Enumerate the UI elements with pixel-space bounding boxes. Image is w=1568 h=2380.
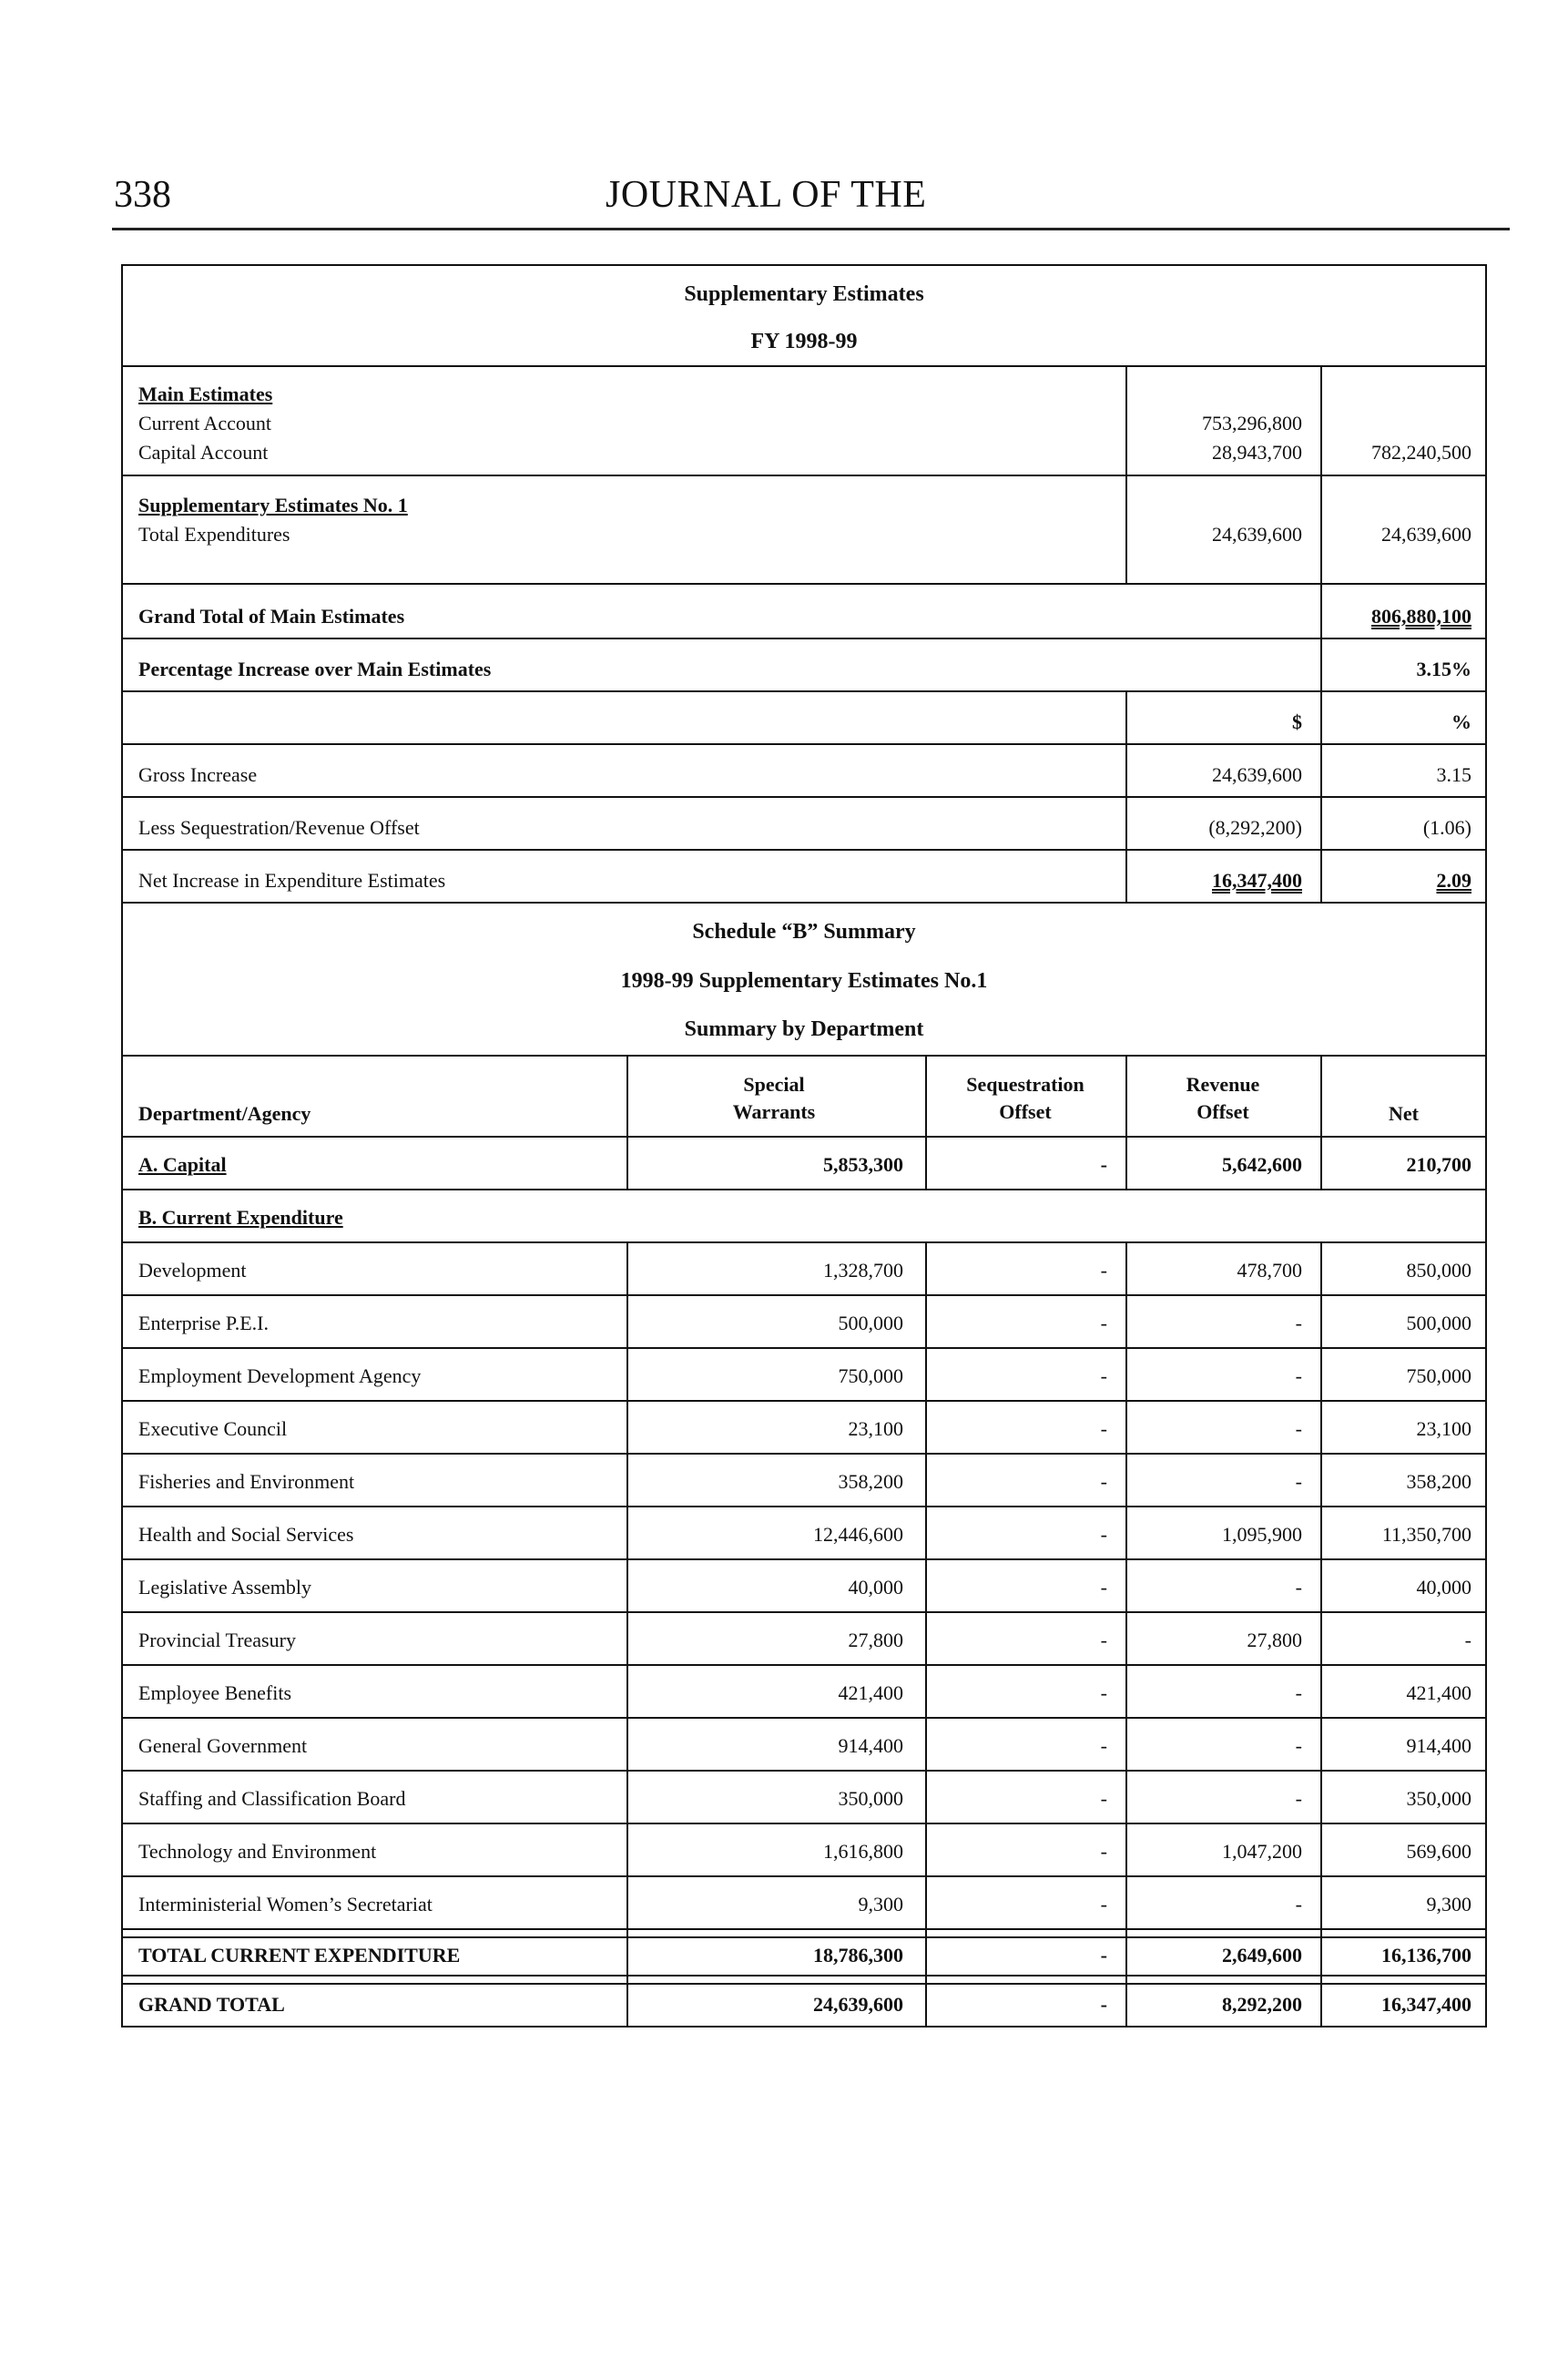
schedule-subtitle: 1998-99 Supplementary Estimates No.1 <box>620 969 988 993</box>
total-current-label: TOTAL CURRENT EXPENDITURE <box>138 1944 461 1966</box>
capital-revenue: 5,642,600 <box>1222 1153 1302 1176</box>
row-warrants: 1,616,800 <box>823 1840 903 1863</box>
percentage-increase-label: Percentage Increase over Main Estimates <box>138 658 492 680</box>
row-sequestration: - <box>1100 1893 1107 1915</box>
capital-label: A. Capital <box>138 1153 227 1176</box>
revenue-header-line2: Offset <box>1196 1100 1249 1123</box>
main-estimates-total: 782,240,500 <box>1371 441 1471 464</box>
supplementary-heading: Supplementary Estimates No. 1 <box>138 494 408 516</box>
dollar-column-header: $ <box>1292 710 1302 733</box>
row-net: 40,000 <box>1416 1576 1471 1599</box>
total-current-net: 16,136,700 <box>1381 1944 1471 1966</box>
revenue-header-line1: Revenue <box>1186 1073 1260 1096</box>
row-warrants: 23,100 <box>848 1417 903 1440</box>
row-department: Legislative Assembly <box>138 1576 312 1599</box>
row-department: Health and Social Services <box>138 1523 354 1546</box>
capital-warrants: 5,853,300 <box>823 1153 903 1176</box>
row-revenue: - <box>1295 1312 1302 1334</box>
grand-total-main-value: 806,880,100 <box>1371 605 1471 628</box>
row-department: Employee Benefits <box>138 1681 292 1704</box>
row-net: - <box>1464 1629 1471 1651</box>
estimates-subtitle: FY 1998-99 <box>750 330 858 353</box>
row-sequestration: - <box>1100 1523 1107 1546</box>
grand-total-revenue: 8,292,200 <box>1222 1993 1302 2016</box>
row-revenue: - <box>1295 1470 1302 1493</box>
row-department: Interministerial Women’s Secretariat <box>138 1893 433 1915</box>
row-net: 358,200 <box>1406 1470 1471 1493</box>
total-expenditures-total: 24,639,600 <box>1381 523 1471 546</box>
capital-account-amount: 28,943,700 <box>1212 441 1302 464</box>
grand-total-sequestration: - <box>1100 1993 1107 2016</box>
row-sequestration: - <box>1100 1259 1107 1282</box>
row-department: Fisheries and Environment <box>138 1470 355 1493</box>
capital-sequestration: - <box>1100 1153 1107 1176</box>
page-number: 338 <box>114 174 171 216</box>
schedule-summary-title: Summary by Department <box>684 1017 924 1041</box>
schedule-title: Schedule “B” Summary <box>692 920 916 944</box>
row-department: Technology and Environment <box>138 1840 377 1863</box>
net-column-header: Net <box>1389 1102 1419 1125</box>
row-department: Employment Development Agency <box>138 1364 422 1387</box>
grand-total-warrants: 24,639,600 <box>813 1993 903 2016</box>
header-rule <box>112 228 1510 230</box>
total-expenditures-amount: 24,639,600 <box>1212 523 1302 546</box>
net-increase-amount: 16,347,400 <box>1212 869 1302 892</box>
row-warrants: 350,000 <box>838 1787 903 1810</box>
row-revenue: - <box>1295 1893 1302 1915</box>
row-revenue: 1,095,900 <box>1222 1523 1302 1546</box>
capital-net: 210,700 <box>1406 1153 1471 1176</box>
percent-column-header: % <box>1451 710 1471 733</box>
grand-total-main-label: Grand Total of Main Estimates <box>138 605 405 628</box>
row-sequestration: - <box>1100 1470 1107 1493</box>
row-revenue: - <box>1295 1364 1302 1387</box>
row-department: Executive Council <box>138 1417 288 1440</box>
estimates-title: Supplementary Estimates <box>684 282 924 306</box>
row-net: 750,000 <box>1406 1364 1471 1387</box>
row-warrants: 27,800 <box>848 1629 903 1651</box>
gross-increase-label: Gross Increase <box>138 763 258 786</box>
row-sequestration: - <box>1100 1417 1107 1440</box>
row-department: General Government <box>138 1734 308 1757</box>
total-current-warrants: 18,786,300 <box>813 1944 903 1966</box>
total-current-sequestration: - <box>1100 1944 1107 1966</box>
row-net: 569,600 <box>1406 1840 1471 1863</box>
row-sequestration: - <box>1100 1840 1107 1863</box>
row-department: Enterprise P.E.I. <box>138 1312 269 1334</box>
row-revenue: - <box>1295 1417 1302 1440</box>
row-department: Staffing and Classification Board <box>138 1787 406 1810</box>
row-warrants: 1,328,700 <box>823 1259 903 1282</box>
row-sequestration: - <box>1100 1312 1107 1334</box>
row-warrants: 500,000 <box>838 1312 903 1334</box>
special-warrants-header-line2: Warrants <box>732 1100 816 1123</box>
row-sequestration: - <box>1100 1629 1107 1651</box>
row-warrants: 9,300 <box>858 1893 903 1915</box>
row-revenue: - <box>1295 1576 1302 1599</box>
gross-increase-amount: 24,639,600 <box>1212 763 1302 786</box>
total-current-revenue: 2,649,600 <box>1222 1944 1302 1966</box>
row-sequestration: - <box>1100 1787 1107 1810</box>
row-warrants: 914,400 <box>838 1734 903 1757</box>
row-department: Provincial Treasury <box>138 1629 296 1651</box>
grand-total-label: GRAND TOTAL <box>138 1993 285 2016</box>
row-revenue: - <box>1295 1787 1302 1810</box>
row-sequestration: - <box>1100 1576 1107 1599</box>
less-sequestration-percent: (1.06) <box>1422 816 1471 839</box>
row-net: 500,000 <box>1406 1312 1471 1334</box>
current-account-label: Current Account <box>138 412 272 434</box>
sequestration-header-line1: Sequestration <box>966 1073 1084 1096</box>
gross-increase-percent: 3.15 <box>1436 763 1471 786</box>
row-net: 23,100 <box>1416 1417 1471 1440</box>
row-sequestration: - <box>1100 1681 1107 1704</box>
row-sequestration: - <box>1100 1364 1107 1387</box>
current-expenditure-heading: B. Current Expenditure <box>138 1206 343 1229</box>
row-warrants: 358,200 <box>838 1470 903 1493</box>
special-warrants-header-line1: Special <box>743 1073 805 1096</box>
row-net: 421,400 <box>1406 1681 1471 1704</box>
row-revenue: - <box>1295 1681 1302 1704</box>
row-revenue: 478,700 <box>1237 1259 1302 1282</box>
row-warrants: 421,400 <box>838 1681 903 1704</box>
percentage-increase-value: 3.15% <box>1416 658 1471 680</box>
row-net: 914,400 <box>1406 1734 1471 1757</box>
less-sequestration-amount: (8,292,200) <box>1208 816 1302 839</box>
row-net: 11,350,700 <box>1381 1523 1471 1546</box>
row-net: 850,000 <box>1406 1259 1471 1282</box>
capital-account-label: Capital Account <box>138 441 269 464</box>
row-revenue: 27,800 <box>1247 1629 1302 1651</box>
net-increase-label: Net Increase in Expenditure Estimates <box>138 869 446 892</box>
row-net: 9,300 <box>1426 1893 1471 1915</box>
row-department: Development <box>138 1259 247 1282</box>
row-revenue: 1,047,200 <box>1222 1840 1302 1863</box>
row-sequestration: - <box>1100 1734 1107 1757</box>
net-increase-percent: 2.09 <box>1436 869 1471 892</box>
total-expenditures-label: Total Expenditures <box>138 523 290 546</box>
row-warrants: 12,446,600 <box>813 1523 903 1546</box>
row-warrants: 750,000 <box>838 1364 903 1387</box>
row-revenue: - <box>1295 1734 1302 1757</box>
current-account-amount: 753,296,800 <box>1202 412 1302 434</box>
row-net: 350,000 <box>1406 1787 1471 1810</box>
sequestration-header-line2: Offset <box>999 1100 1052 1123</box>
grand-total-net: 16,347,400 <box>1381 1993 1471 2016</box>
main-estimates-heading: Main Estimates <box>138 383 273 405</box>
journal-title: JOURNAL OF THE <box>606 174 927 216</box>
less-sequestration-label: Less Sequestration/Revenue Offset <box>138 816 420 839</box>
department-column-header: Department/Agency <box>138 1102 311 1125</box>
row-warrants: 40,000 <box>848 1576 903 1599</box>
